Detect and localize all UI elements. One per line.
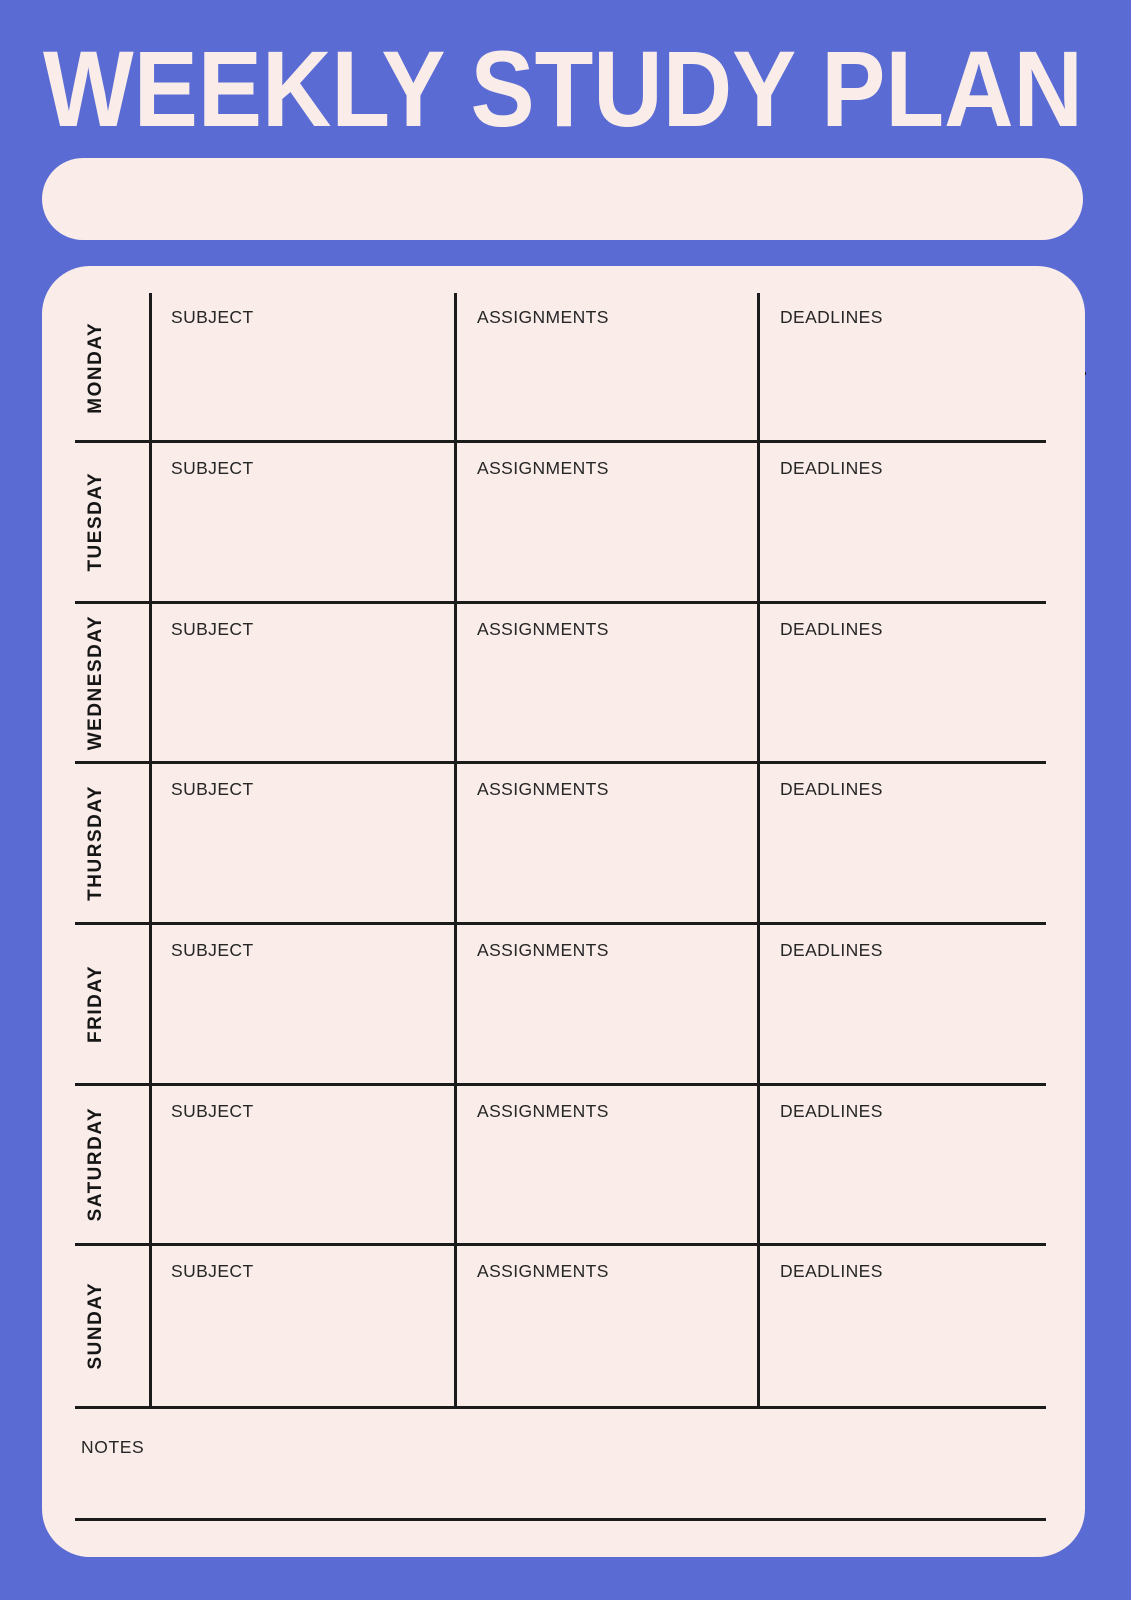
cell-wednesday-subject[interactable]	[151, 604, 454, 761]
deadlines-label: DEADLINES	[780, 779, 883, 799]
cell-wednesday-deadlines[interactable]	[760, 604, 1046, 761]
day-label-thursday: THURSDAY	[84, 785, 106, 901]
notes-input-area[interactable]	[75, 1462, 1046, 1516]
subject-label: SUBJECT	[171, 619, 254, 639]
subject-label: SUBJECT	[171, 940, 254, 960]
subject-label: SUBJECT	[171, 458, 254, 478]
cell-monday-assignments[interactable]	[457, 295, 757, 440]
deadlines-label: DEADLINES	[780, 619, 883, 639]
deadlines-label: DEADLINES	[780, 1261, 883, 1281]
row-divider	[75, 1406, 1046, 1409]
assignments-label: ASSIGNMENTS	[477, 779, 609, 799]
assignments-label: ASSIGNMENTS	[477, 619, 609, 639]
table-row-monday	[42, 295, 1046, 440]
cell-monday-deadlines[interactable]	[760, 295, 1046, 440]
table-row-thursday	[42, 764, 1046, 922]
table-row-saturday	[42, 1086, 1046, 1243]
day-label-saturday: SATURDAY	[84, 1107, 106, 1222]
cell-sunday-assignments[interactable]	[457, 1246, 757, 1406]
deadlines-label: DEADLINES	[780, 1101, 883, 1121]
notes-label: NOTES	[81, 1437, 145, 1457]
notes-line	[75, 1518, 1046, 1521]
cell-friday-subject[interactable]	[151, 925, 454, 1083]
subject-label: SUBJECT	[171, 779, 254, 799]
page-title-text: WEEKLY STUDY PLAN	[43, 28, 1083, 149]
cell-saturday-subject[interactable]	[151, 1086, 454, 1243]
header-fields-panel	[42, 158, 1083, 240]
cell-tuesday-assignments[interactable]	[457, 443, 757, 601]
cell-friday-deadlines[interactable]	[760, 925, 1046, 1083]
table-row-friday	[42, 925, 1046, 1083]
day-label-sunday: SUNDAY	[84, 1282, 106, 1370]
assignments-label: ASSIGNMENTS	[477, 1261, 609, 1281]
day-label-wednesday: WEDNESDAY	[84, 614, 106, 751]
cell-thursday-assignments[interactable]	[457, 764, 757, 922]
cell-sunday-deadlines[interactable]	[760, 1246, 1046, 1406]
assignments-label: ASSIGNMENTS	[477, 1101, 609, 1121]
deadlines-label: DEADLINES	[780, 940, 883, 960]
cell-tuesday-subject[interactable]	[151, 443, 454, 601]
table-row-sunday	[42, 1246, 1046, 1406]
subject-label: SUBJECT	[171, 1101, 254, 1121]
table-row-wednesday	[42, 604, 1046, 761]
assignments-label: ASSIGNMENTS	[477, 940, 609, 960]
cell-monday-subject[interactable]	[151, 295, 454, 440]
cell-saturday-assignments[interactable]	[457, 1086, 757, 1243]
day-label-friday: FRIDAY	[84, 965, 106, 1043]
deadlines-label: DEADLINES	[780, 458, 883, 478]
subject-label: SUBJECT	[171, 307, 254, 327]
subject-label: SUBJECT	[171, 1261, 254, 1281]
table-row-tuesday	[42, 443, 1046, 601]
page-title	[43, 28, 1083, 149]
day-label-tuesday: TUESDAY	[84, 472, 106, 572]
cell-thursday-deadlines[interactable]	[760, 764, 1046, 922]
cell-wednesday-assignments[interactable]	[457, 604, 757, 761]
cell-saturday-deadlines[interactable]	[760, 1086, 1046, 1243]
day-label-monday: MONDAY	[84, 321, 106, 414]
cell-thursday-subject[interactable]	[151, 764, 454, 922]
cell-friday-assignments[interactable]	[457, 925, 757, 1083]
deadlines-label: DEADLINES	[780, 307, 883, 327]
assignments-label: ASSIGNMENTS	[477, 307, 609, 327]
planner-table	[42, 266, 1085, 1557]
assignments-label: ASSIGNMENTS	[477, 458, 609, 478]
cell-sunday-subject[interactable]	[151, 1246, 454, 1406]
cell-tuesday-deadlines[interactable]	[760, 443, 1046, 601]
